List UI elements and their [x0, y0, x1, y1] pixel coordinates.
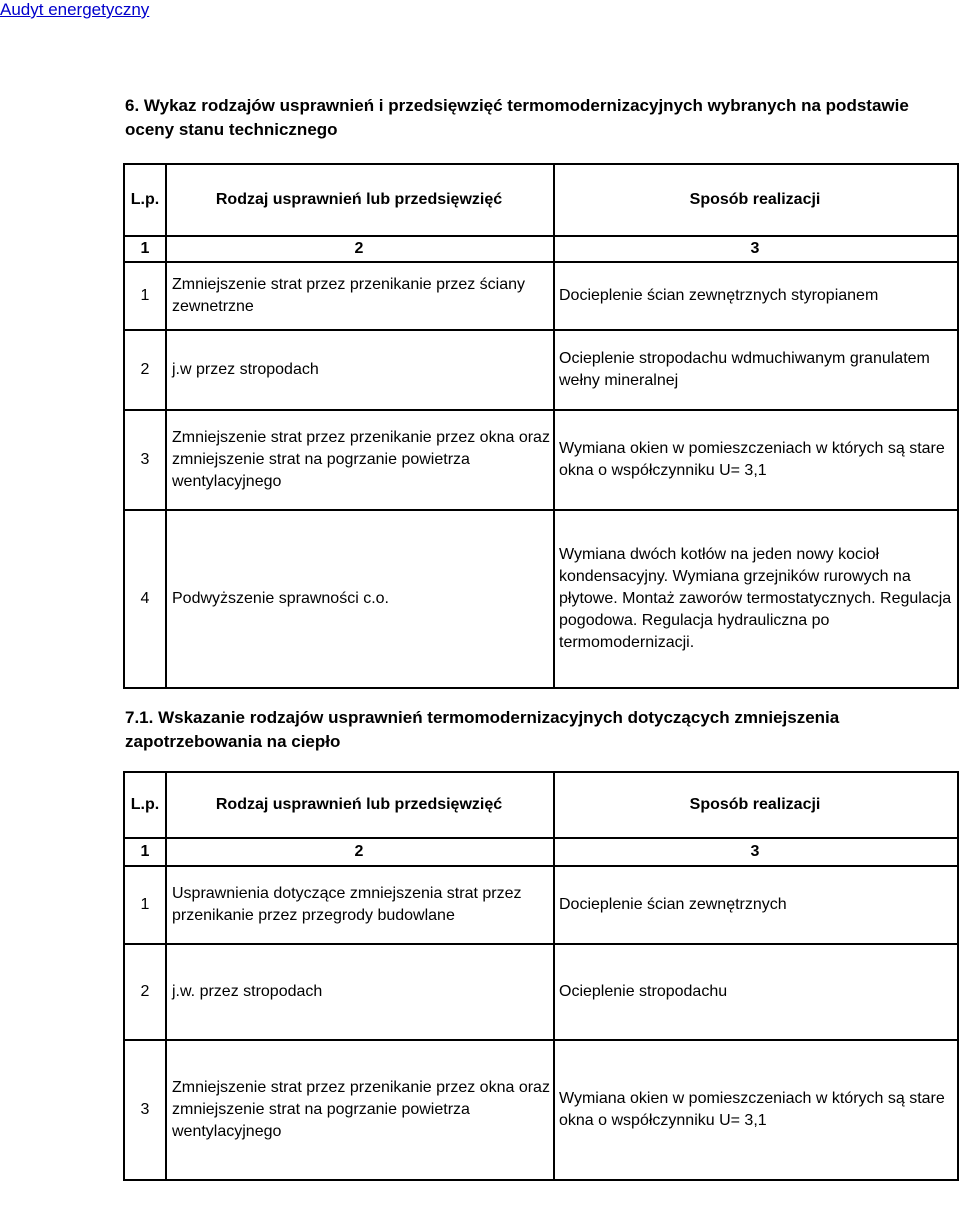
- table-header-row: [124, 772, 958, 838]
- row-rodzaj: Zmniejszenie strat przez przenikanie przez okna oraz zmniejszenie strat na pogrzanie powietrza wentylacyjnego: [166, 1040, 554, 1180]
- header-link[interactable]: Audyt energetyczny: [0, 0, 150, 19]
- row-rodzaj: Usprawnienia dotyczące zmniejszenia strat przez przenikanie przez przegrody budowlane: [166, 866, 554, 944]
- table-row: [124, 944, 958, 1040]
- table-row: [124, 866, 958, 944]
- col-number-1: 1: [124, 838, 166, 866]
- column-number-row: [124, 236, 958, 262]
- column-number-row: [124, 838, 958, 866]
- table-row: [124, 330, 958, 410]
- col-number-1: 1: [124, 236, 166, 262]
- row-rodzaj: Zmniejszenie strat przez przenikanie przez okna oraz zmniejszenie strat na pogrzanie powietrza wentylacyjnego: [166, 410, 554, 510]
- table-row: [124, 410, 958, 510]
- col-header-lp: L.p.: [124, 164, 166, 236]
- row-lp: 3: [124, 410, 166, 510]
- row-sposob: Docieplenie ścian zewnętrznych: [554, 866, 958, 944]
- row-rodzaj: j.w. przez stropodach: [166, 944, 554, 1040]
- col-number-2: 2: [166, 236, 554, 262]
- section-6-table: [123, 163, 959, 689]
- row-lp: 2: [124, 944, 166, 1040]
- col-number-2: 2: [166, 838, 554, 866]
- col-header-lp: L.p.: [124, 772, 166, 838]
- col-header-rodzaj: Rodzaj usprawnień lub przedsięwzięć: [166, 164, 554, 236]
- row-lp: 3: [124, 1040, 166, 1180]
- col-header-rodzaj: Rodzaj usprawnień lub przedsięwzięć: [166, 772, 554, 838]
- row-sposob: Docieplenie ścian zewnętrznych styropianem: [554, 262, 958, 330]
- table-row: [124, 262, 958, 330]
- row-lp: 1: [124, 866, 166, 944]
- section-7-1-title: 7.1. Wskazanie rodzajów usprawnień termomodernizacyjnych dotyczących zmniejszenia zapotrzebowania na ciepło: [125, 708, 840, 751]
- row-sposob: Ocieplenie stropodachu wdmuchiwanym granulatem wełny mineralnej: [554, 330, 958, 410]
- row-rodzaj: Zmniejszenie strat przez przenikanie przez ściany zewnetrzne: [166, 262, 554, 330]
- section-6-title: 6. Wykaz rodzajów usprawnień i przedsięwzięć termomodernizacyjnych wybranych na podstawie oceny stanu technicznego: [125, 96, 909, 139]
- row-sposob: Ocieplenie stropodachu: [554, 944, 958, 1040]
- row-rodzaj: j.w przez stropodach: [166, 330, 554, 410]
- row-lp: 4: [124, 510, 166, 688]
- row-sposob: Wymiana okien w pomieszczeniach w których są stare okna o współczynniku U= 3,1: [554, 410, 958, 510]
- row-sposob: Wymiana dwóch kotłów na jeden nowy kocioł kondensacyjny. Wymiana grzejników rurowych na płytowe. Montaż zaworów termostatycznych. Regulacja pogodowa. Regulacja hydrauliczna po termomodernizacji.: [554, 510, 958, 688]
- row-sposob: Wymiana okien w pomieszczeniach w których są stare okna o współczynniku U= 3,1: [554, 1040, 958, 1180]
- row-rodzaj: Podwyższenie sprawności c.o.: [166, 510, 554, 688]
- col-number-3: 3: [554, 236, 958, 262]
- col-header-sposob: Sposób realizacji: [554, 772, 958, 838]
- section-7-1-table: [123, 771, 959, 1181]
- table-row: [124, 1040, 958, 1180]
- table-row: [124, 510, 958, 688]
- row-lp: 2: [124, 330, 166, 410]
- col-number-3: 3: [554, 838, 958, 866]
- row-lp: 1: [124, 262, 166, 330]
- table-header-row: [124, 164, 958, 236]
- col-header-sposob: Sposób realizacji: [554, 164, 958, 236]
